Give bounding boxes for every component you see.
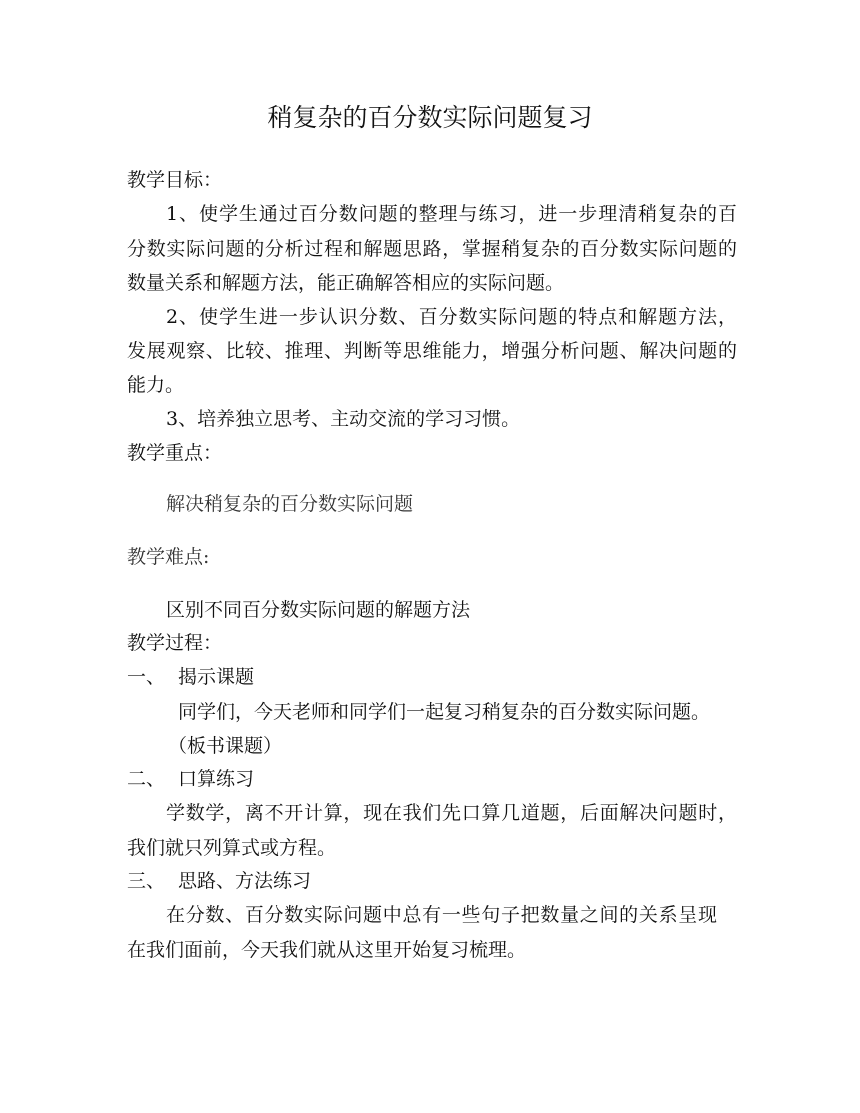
section-2-line-2: 我们就只列算式或方程。 <box>127 837 337 859</box>
section-3-title: 思路、方法练习 <box>178 870 312 892</box>
process-heading: 教学过程： <box>127 632 223 654</box>
section-2-line-1: 学数学，离不开计算，现在我们先口算几道题，后面解决问题时， <box>166 802 737 824</box>
section-1-line-2: （板书课题） <box>168 735 283 757</box>
section-1-line-1: 同学们，今天老师和同学们一起复习稍复杂的百分数实际问题。 <box>178 701 711 723</box>
section-1-number: 一、 <box>127 666 166 688</box>
objectives-heading: 教学目标： <box>127 169 223 191</box>
difficulty-text: 区别不同百分数实际问题的解题方法 <box>166 599 471 621</box>
objective-1-line-2: 分数实际问题的分析过程和解题思路，掌握稍复杂的百分数实际问题的 <box>127 238 737 260</box>
objective-2-line-2: 发展观察、比较、推理、判断等思维能力，增强分析问题、解决问题的 <box>127 340 737 362</box>
document-title: 稍复杂的百分数实际问题复习 <box>267 103 593 132</box>
objective-3: 3、培养独立思考、主动交流的学习习惯。 <box>166 408 521 430</box>
section-3-line-2: 在我们面前，今天我们就从这里开始复习梳理。 <box>127 939 527 961</box>
section-2-title: 口算练习 <box>178 768 255 790</box>
objective-1-line-3: 数量关系和解题方法，能正确解答相应的实际问题。 <box>127 272 565 294</box>
objective-2-line-3: 能力。 <box>127 374 185 396</box>
section-3-number: 三、 <box>127 870 166 892</box>
section-2-number: 二、 <box>127 768 166 790</box>
key-point-heading: 教学重点： <box>127 442 223 464</box>
objective-2-line-1: 2、使学生进一步认识分数、百分数实际问题的特点和解题方法， <box>166 306 737 328</box>
key-point-text: 解决稍复杂的百分数实际问题 <box>166 493 414 515</box>
difficulty-heading: 教学难点: <box>127 546 210 568</box>
section-3-line-1: 在分数、百分数实际问题中总有一些句子把数量之间的关系呈现 <box>166 904 717 926</box>
section-1-title: 揭示课题 <box>178 666 255 688</box>
objective-1-line-1: 1、使学生通过百分数问题的整理与练习，进一步理清稍复杂的百 <box>166 203 737 225</box>
